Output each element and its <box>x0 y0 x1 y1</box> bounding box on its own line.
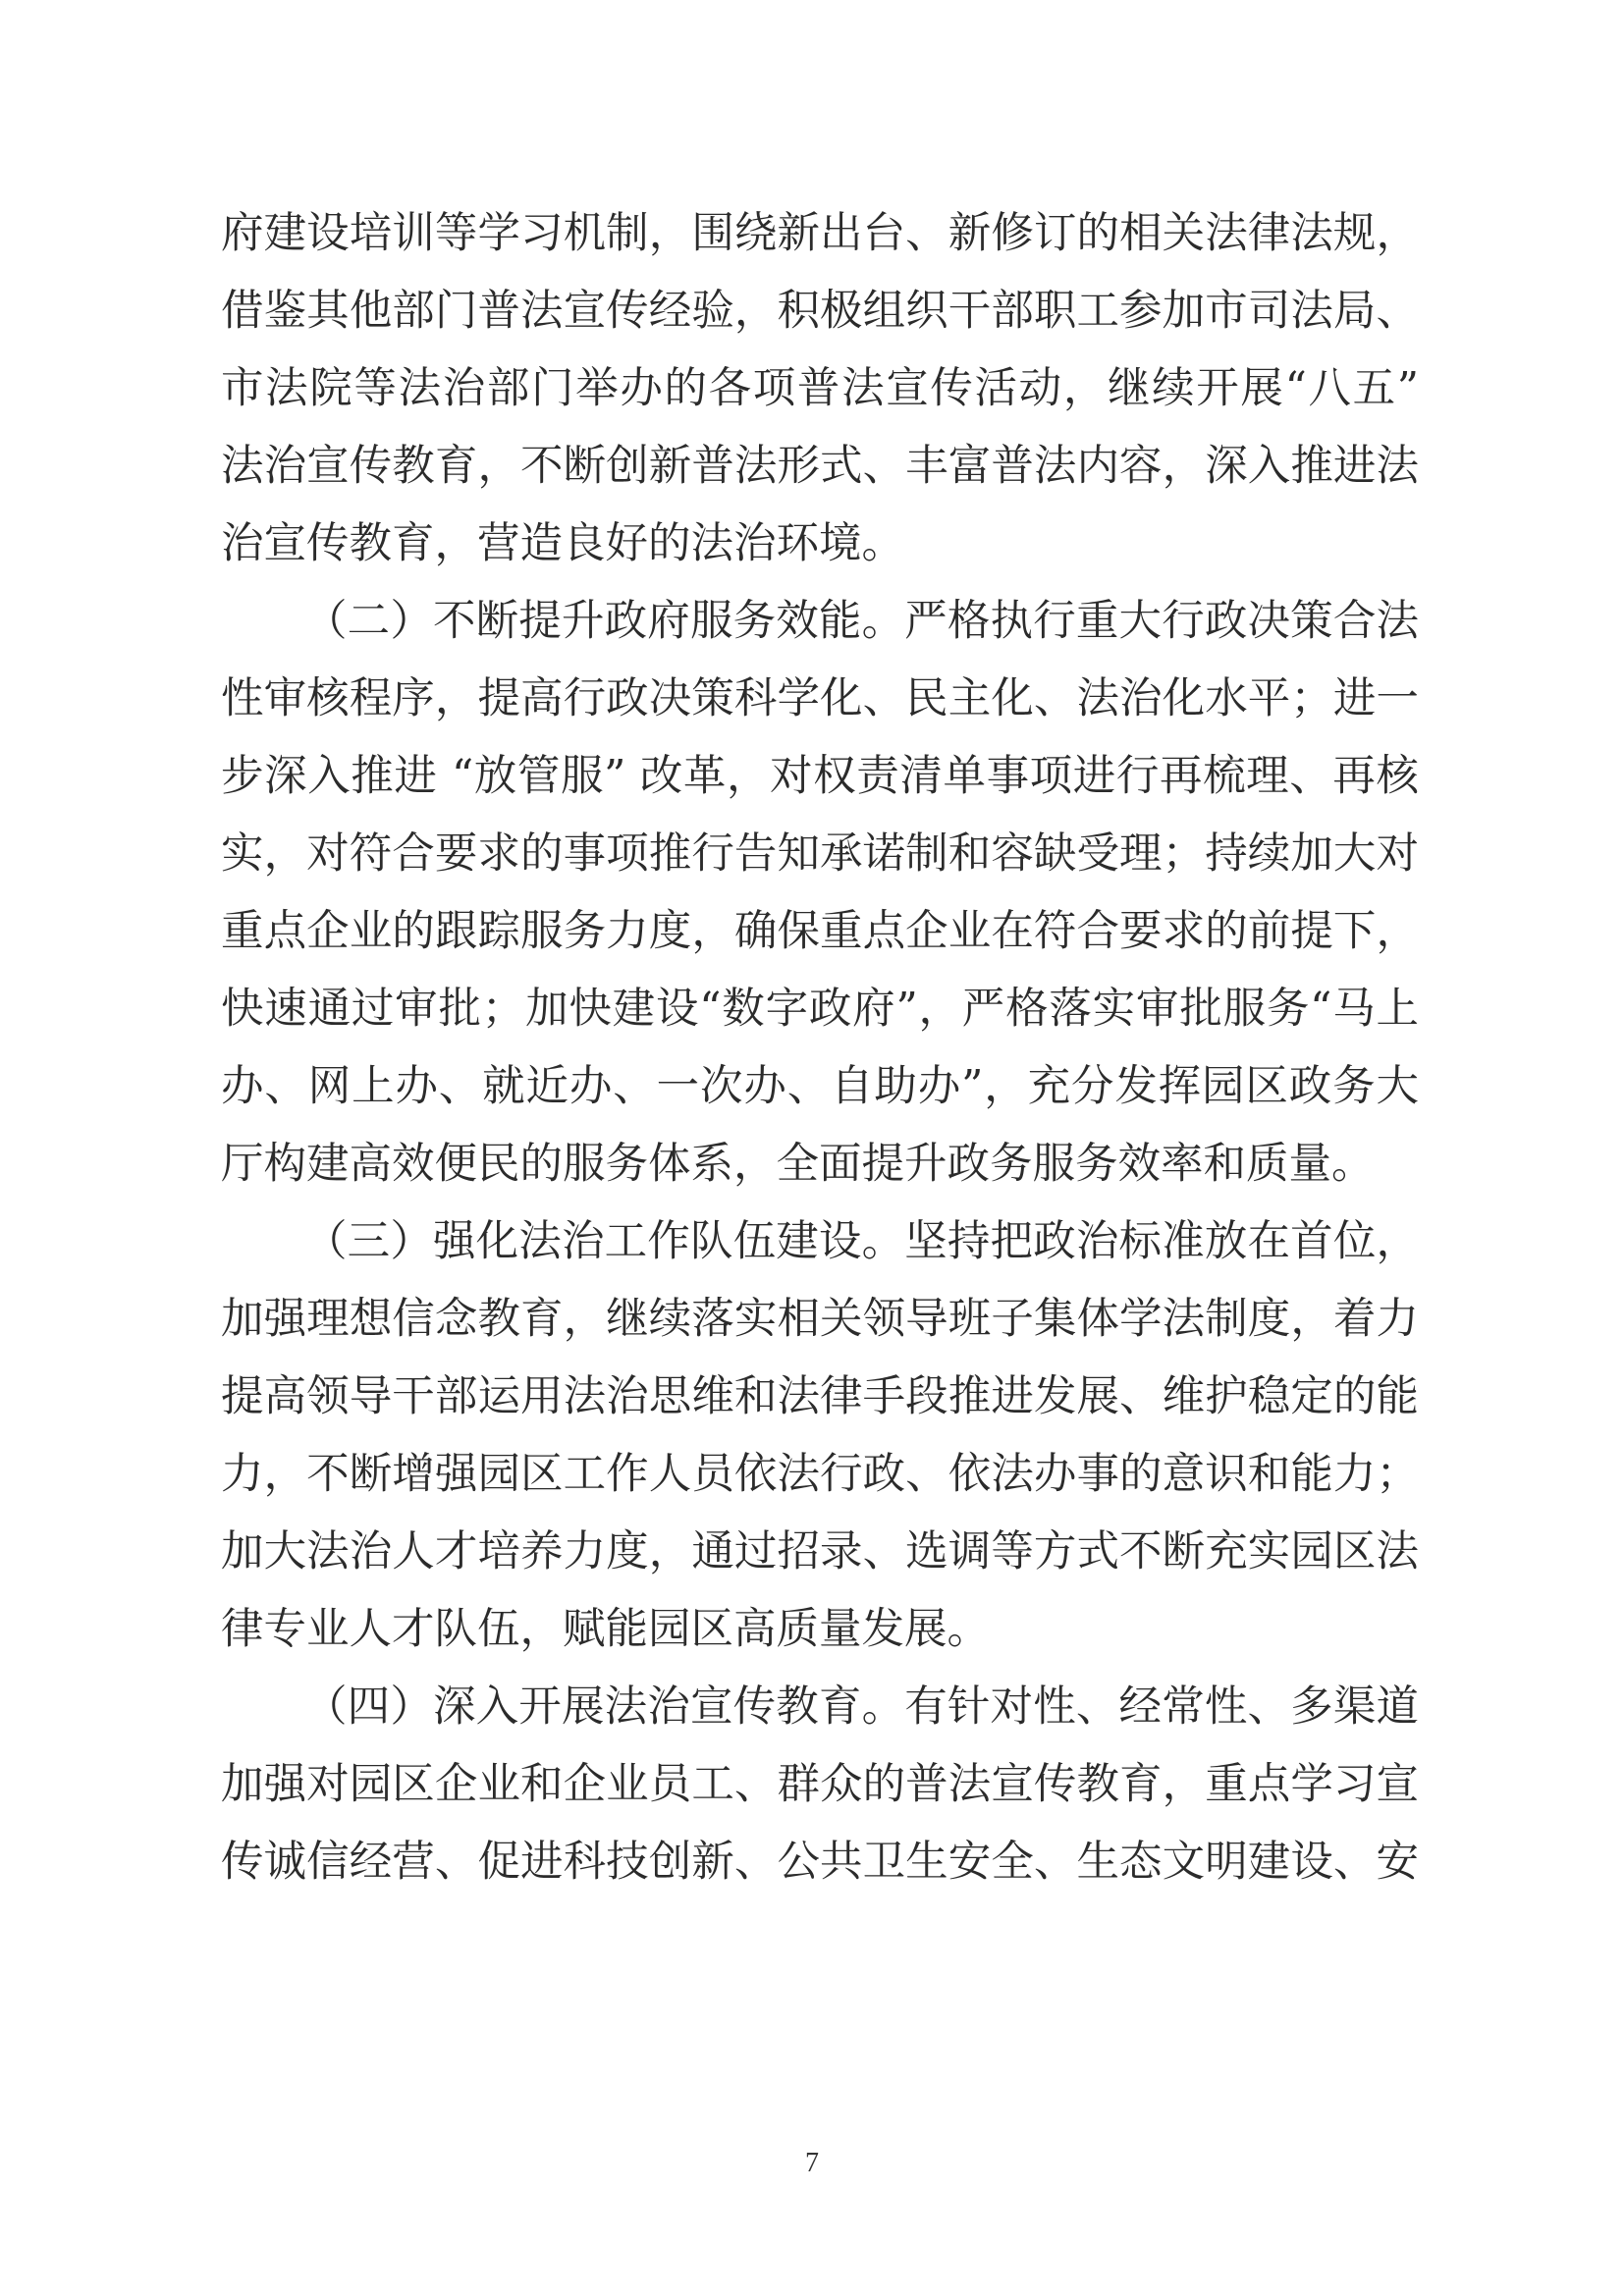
text-line: 借鉴其他部门普法宣传经验，积极组织干部职工参加市司法局、 <box>221 287 1419 336</box>
text-line: 提高领导干部运用法治思维和法律手段推进发展、维护稳定的能 <box>221 1372 1419 1421</box>
page-number: 7 <box>805 2148 819 2178</box>
text-line: 力，不断增强园区工作人员依法行政、依法办事的意识和能力； <box>221 1450 1419 1499</box>
text-line: 治宣传教育，营造良好的法治环境。 <box>221 519 904 568</box>
section-heading-line: （三）强化法治工作队伍建设。坚持把政治标准放在首位， <box>304 1217 1419 1266</box>
text-line: 性审核程序，提高行政决策科学化、民主化、法治化水平；进一 <box>221 674 1419 723</box>
section-heading-line: （四）深入开展法治宣传教育。有针对性、经常性、多渠道 <box>304 1682 1419 1732</box>
text-line: 加强对园区企业和企业员工、群众的普法宣传教育，重点学习宣 <box>221 1760 1419 1809</box>
text-line: 办、网上办、就近办、一次办、自助办”，充分发挥园区政务大 <box>221 1062 1419 1111</box>
text-line: 传诚信经营、促进科技创新、公共卫生安全、生态文明建设、安 <box>221 1838 1419 1887</box>
text-line: 步深入推进 “放管服” 改革，对权责清单事项进行再梳理、再核 <box>221 752 1419 801</box>
text-line: 重点企业的跟踪服务力度，确保重点企业在符合要求的前提下， <box>221 907 1419 956</box>
text-line: 法治宣传教育，不断创新普法形式、丰富普法内容，深入推进法 <box>221 442 1419 491</box>
text-line: 府建设培训等学习机制，围绕新出台、新修订的相关法律法规， <box>221 209 1419 258</box>
text-line: 快速通过审批；加快建设“数字政府”，严格落实审批服务“马上 <box>221 985 1419 1034</box>
section-heading-line: （二）不断提升政府服务效能。严格执行重大行政决策合法 <box>304 597 1419 646</box>
text-line: 加强理想信念教育，继续落实相关领导班子集体学法制度，着力 <box>221 1295 1419 1344</box>
text-line: 加大法治人才培养力度，通过招录、选调等方式不断充实园区法 <box>221 1527 1419 1576</box>
text-line: 厅构建高效便民的服务体系，全面提升政务服务效率和质量。 <box>221 1140 1375 1189</box>
text-line: 市法院等法治部门举办的各项普法宣传活动，继续开展“八五” <box>221 364 1419 413</box>
text-line: 律专业人才队伍，赋能园区高质量发展。 <box>221 1605 990 1654</box>
text-line: 实，对符合要求的事项推行告知承诺制和容缺受理；持续加大对 <box>221 829 1419 879</box>
